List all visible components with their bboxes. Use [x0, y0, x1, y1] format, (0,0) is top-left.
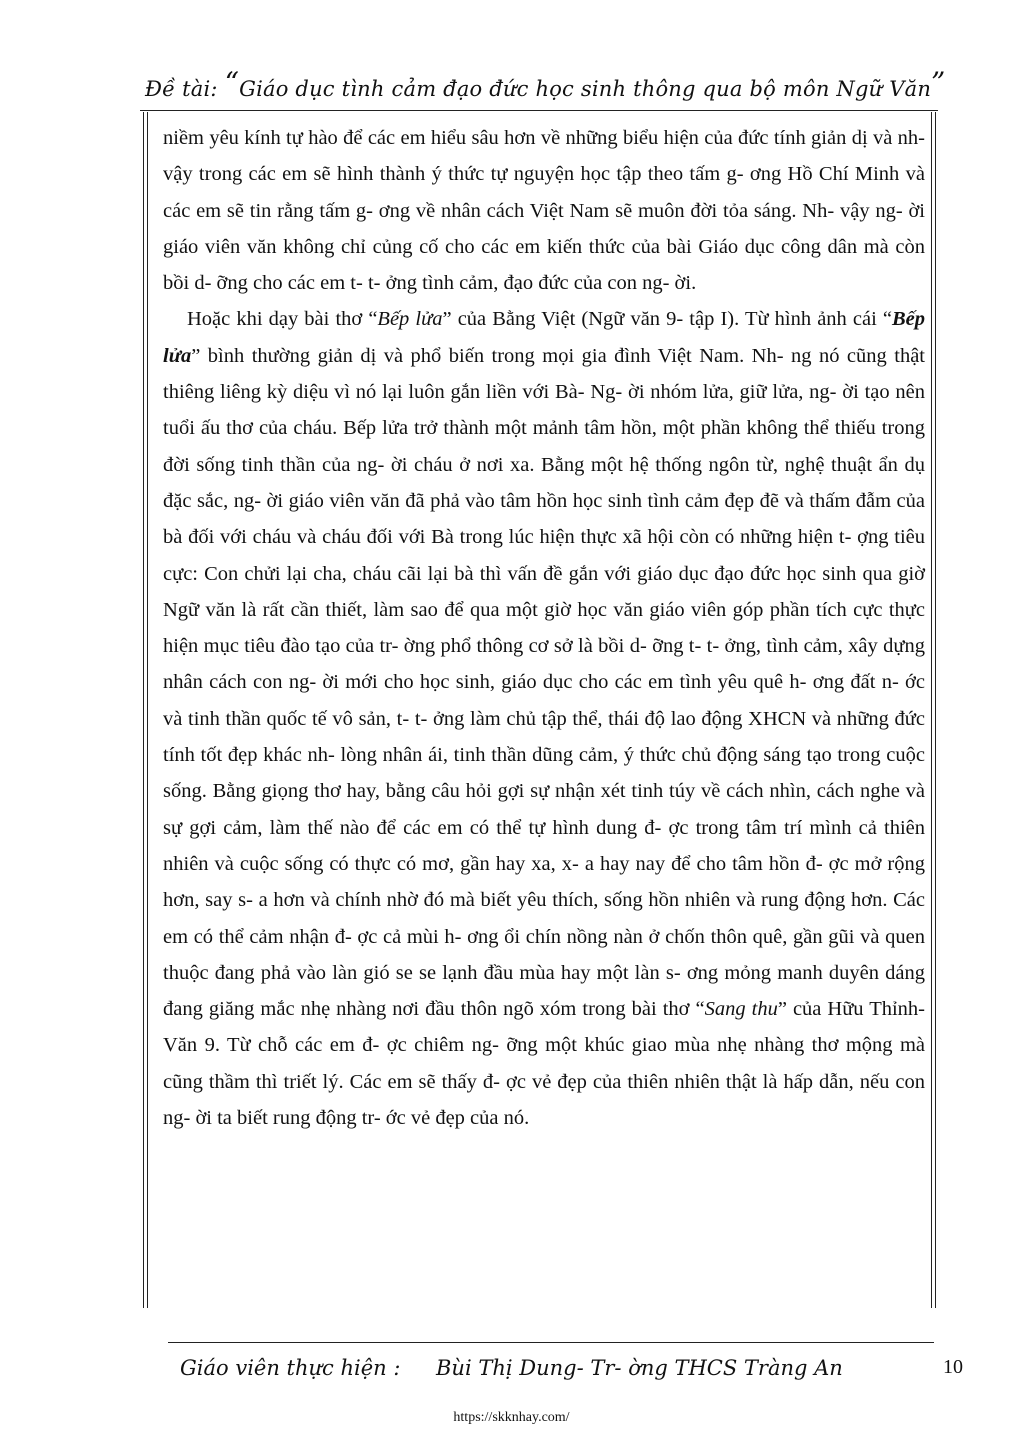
right-border-outer — [935, 112, 936, 1308]
header-open-quote: “ — [224, 66, 240, 99]
paragraph-text: Hoặc khi dạy bài thơ “ — [187, 308, 378, 331]
header-title: Giáo dục tình cảm đạo đức học sinh thông qua bộ môn Ngữ Văn — [239, 77, 932, 101]
page-header — [145, 58, 946, 108]
paragraph-text: ” bình thường giản dị và phổ biến trong mọi gia đình Việt Nam. Nh- ng nó cũng thật thiêng liêng kỳ diệu vì nó lại luôn gắn liền với Bà- Ng- ời nhóm lửa, giữ lửa, ng- ời tạo nên tuổi ấu thơ của cháu. Bếp lửa trở thành một mảnh tâm hồn, một phần không thể thiếu trong đời sống tinh thần của ng- ời cháu ở nơi xa. Bằng một hệ thống ngôn từ, nghệ thuật ẩn dụ đặc sắc, ng- ời giáo viên văn đã phả vào tâm hồn học sinh tình cảm đẹp đẽ và thấm đẫm của bà đối với cháu và cháu đối với Bà trong lúc hiện thực xã hội còn có những hiện t- ợng tiêu cực: Con chửi lại cha, cháu cãi lại bà thì vấn đề gắn với giáo dục đạo đức học sinh qua giờ Ngữ văn là rất cần thiết, làm sao để qua một giờ học văn giáo viên góp phần tích cực thực hiện mục tiêu đào tạo của tr- ờng phổ thông cơ sở là bồi d- ỡng t- t- ởng, tình cảm, xây dựng nhân cách con ng- ời mới cho học sinh, giáo dục cho các em tình yêu quê h- ơng đất n- ớc và tinh thần quốc tế vô sản, t- t- ởng làm chủ tập thể, thái độ lao động XHCN và những đức tính tốt đẹp khác nh- lòng nhân ái, tinh thần dũng cảm, ý thức chủ động sáng tạo trong cuộc sống. Bằng giọng thơ hay, bằng câu hỏi gợi sự nhận xét tinh túy về cách nhìn, cách nghe và sự gợi cảm, làm thế nào để các em có thể tự hình dung đ- ợc trong tâm trí mình cả thiên nhiên và cuộc sống có thực có mơ, gần hay xa, x- a hay nay để cho tâm hồn đ- ợc mở rộng hơn, say s- a hơn và chính nhờ đó mà biết yêu thích, sống hồn nhiên và rung động hơn. Các em có thể cảm nhận đ- ợc cả mùi h- ơng ổi chín nồng nàn ở chốn thôn quê, gần gũi và quen thuộc đang phả vào làn gió se se lạnh đầu mùa hay một làn s- ơng mỏng manh duyên dáng đang giăng mắc nhẹ nhàng nơi đầu thôn ngõ xóm trong bài thơ “ — [163, 344, 925, 1021]
paragraph-text: ” của Bằng Việt (Ngữ văn 9- tập I). Từ hình ảnh cái “ — [442, 308, 892, 331]
paragraph — [163, 120, 925, 301]
source-url: https://skknhay.com/ — [453, 1410, 570, 1425]
page-footer — [180, 1348, 920, 1388]
footer-teacher-label: Giáo viên thực hiện : — [180, 1356, 401, 1380]
header-close-quote: ” — [931, 66, 946, 99]
header-rule — [140, 110, 938, 111]
left-border-outer — [143, 112, 144, 1308]
document-body — [163, 120, 925, 1136]
paragraph-text: ” của Hữu Thỉnh- Văn 9. Từ chỗ các em đ- ợc chiêm ng- ỡng một khúc giao mùa nhẹ nhàng thơ mộng mà cũng thầm thì triết lý. Các em sẽ thấy đ- ợc vẻ đẹp của thiên nhiên thật là hấp dẫn, nếu con ng- ời ta biết rung động tr- ớc vẻ đẹp của nó. — [163, 998, 925, 1130]
left-border-inner — [147, 112, 148, 1308]
page-number: 10 — [943, 1356, 963, 1378]
emphasized-text: Bếp lửa — [163, 308, 925, 367]
header-prefix: Đề tài: — [145, 77, 225, 101]
paragraph — [163, 301, 925, 1136]
emphasized-text: Sang thu — [704, 998, 778, 1021]
emphasized-text: Bếp lửa — [377, 308, 443, 331]
paragraph-text: niềm yêu kính tự hào để các em hiểu sâu hơn về những biểu hiện của đức tính giản dị và nh- vậy trong các em sẽ hình thành ý thức tự nguyện học tập theo tấm g- ơng Hồ Chí Minh và các em sẽ tin rằng tấm g- ơng về nhân cách Việt Nam sẽ muôn đời tỏa sáng. Nh- vậy ng- ời giáo viên văn không chỉ củng cố cho các em kiến thức của bài Giáo dục công dân mà còn bồi d- ỡng cho các em t- t- ởng tình cảm, đạo đức của con ng- ời. — [163, 127, 925, 295]
right-border-inner — [931, 112, 932, 1308]
footer-teacher-name: Bùi Thị Dung- Tr- ờng THCS Tràng An — [436, 1356, 843, 1380]
footer-rule — [168, 1342, 934, 1343]
